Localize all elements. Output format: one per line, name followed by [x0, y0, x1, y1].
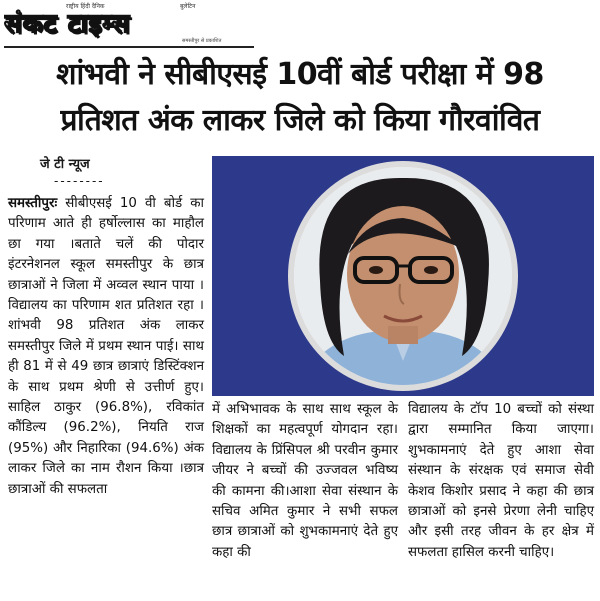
newspaper-masthead — [4, 2, 254, 48]
headline-line-2: प्रतिशत अंक लाकर जिले को किया गौरवांवित — [60, 103, 540, 138]
article-column-3 — [408, 400, 594, 563]
article-column-2-text: में अभिभावक के साथ साथ स्कूल के शिक्षकों का महत्वपूर्ण योगदान रहा।विद्यालय के प्रिंसिपल श्री परवीन कुमार जीयर ने बच्चों की उज्जवल भविष्य की कामना की।आशा सेवा संस्थान के सचिव अमित कुमार ने सभी सफल छात्र छात्राओं को शुभकामनाएं देते हुए कहा की — [212, 402, 398, 560]
article-column-1 — [8, 194, 204, 500]
masthead-kicker-left: राष्ट्रीय हिंदी दैनिक — [66, 3, 105, 10]
article-column-3-text: विद्यालय के टॉप 10 बच्चों को संस्था द्वारा सम्मानित किया जाएगा। शुभकामनाएं देते हुए आशा सेवा संस्थान के संरक्षक एवं समाज सेवी केशव किशोर प्रसाद ने कहा की छात्र छात्राओं को इनसे प्रेरणा लेनी चाहिए और इसी तरह जीवन के हर क्षेत्र में सफलता हासिल करनी चाहिए। — [408, 402, 594, 560]
masthead-kicker-sub: समस्तीपुर से प्रकाशित — [182, 38, 222, 44]
masthead-logo: संकट टाइम्स — [4, 9, 131, 39]
article-dateline: समस्तीपुरः — [8, 196, 58, 211]
article-headline — [14, 52, 586, 144]
student-photo — [212, 156, 594, 396]
student-portrait-image — [212, 156, 594, 396]
article-column-1-text: सीबीएसई 10 वी बोर्ड का परिणाम आते ही हर्षोल्लास का माहौल छा गया ।बताते चलें की पोदार इंटरनेशनल स्कूल समस्तीपुर के छात्र छात्राओं ने जिला में अव्वल स्थान पाया ।विद्यालय का परिणाम शत प्रतिशत रहा ।शांभवी 98 प्रतिशत अंक लाकर समस्तीपुर जिले में प्रथम स्थान पाई। साथ ही 81 में से 49 छात्र छात्राएं डिस्टिंक्शन के साथ प्रथम श्रेणी से उत्तीर्ण हुए। साहिल ठाकुर (96.8%), रविकांत कौंडिल्य (96.2%), नियति राज (95%) और निहारिका (94.6%) अंक लाकर जिले का नाम रौशन किया ।छात्र छात्राओं की सफलता — [8, 196, 204, 497]
article-column-2 — [212, 400, 398, 563]
masthead-kicker-right: बुलेटिन — [180, 3, 196, 10]
headline-line-1: शांभवी ने सीबीएसई 10वीं बोर्ड परीक्षा में 98 — [56, 57, 544, 92]
byline-divider: -------- — [54, 174, 105, 188]
article-byline: जे टी न्यूज — [40, 157, 90, 172]
